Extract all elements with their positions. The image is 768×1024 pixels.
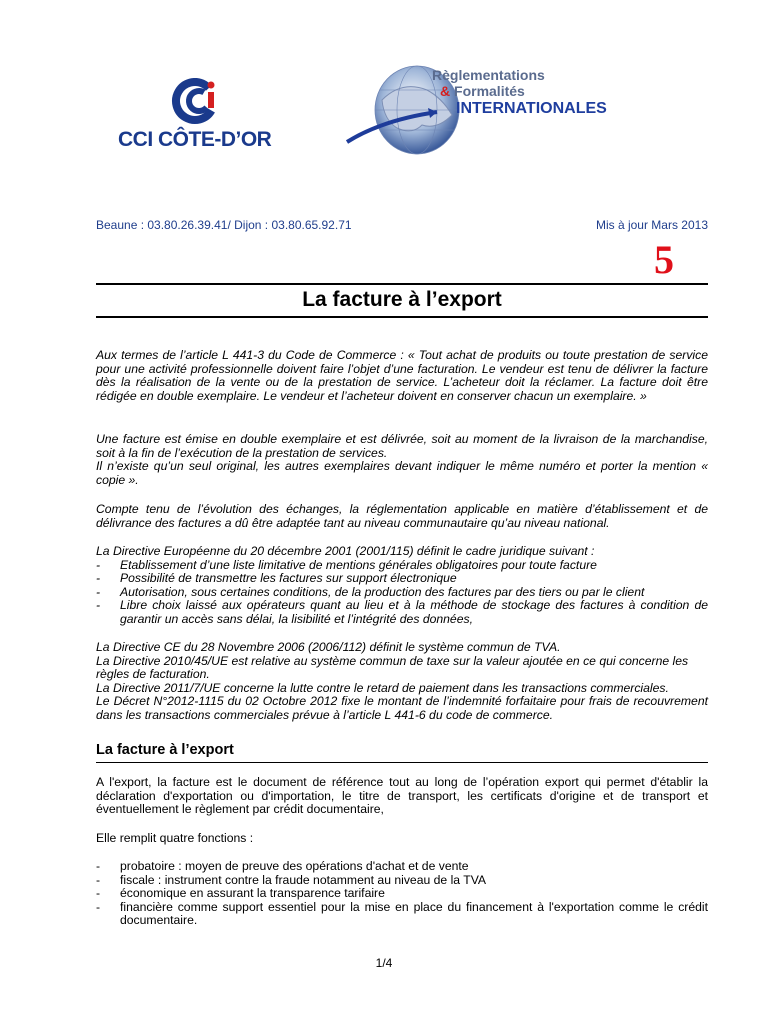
list-item-text: économique en assurant la transparence tarifaire — [120, 886, 385, 901]
intro-paragraph-2b: Il n’existe qu’un seul original, les autres exemplaires devant indiquer le même numéro et porter la mention « copie ». — [96, 459, 708, 487]
list-item: - Autorisation, sous certaines conditions, de la production des factures par des tiers ou par le client — [96, 584, 645, 599]
section-paragraph-2: Elle remplit quatre fonctions : — [96, 831, 254, 845]
section-paragraph-1: A l'export, la facture est le document de référence tout au long de l’opération export qui permet d'établir la déclaration d'exportation ou d'importation, le titre de transport, les certificats d'origine et de transport et éventuellement le règlement par crédit documentaire, — [96, 775, 708, 817]
list-item: - fiscale : instrument contre la fraude notamment au niveau de la TVA — [96, 872, 487, 887]
list-item-text: Etablissement d’une liste limitative de mentions générales obligatoires pour toute facture — [120, 557, 597, 572]
page-title: La facture à l’export — [302, 288, 502, 311]
cci-logo-text: CCI CÔTE-D’OR — [118, 128, 272, 151]
directive-2010: La Directive 2010/45/UE est relative au système commun de taxe sur la valeur ajoutée en ce qui concerne les règles de facturation. — [96, 653, 689, 682]
section-title: La facture à l’export — [96, 742, 234, 758]
cci-emblem-icon — [170, 78, 240, 128]
section-rule — [96, 762, 708, 763]
intro-paragraph-2 — [96, 433, 708, 487]
directive-2011: La Directive 2011/7/UE concerne la lutte contre le retard de paiement dans les transactions commerciales. — [96, 680, 669, 695]
directive-2001: La Directive Européenne du 20 décembre 2001 (2001/115) définit le cadre juridique suivant : — [96, 544, 595, 558]
list-item-text: Libre choix laissé aux opérateurs quant au lieu et à la méthode de stockage des factures à condition de garantir un accès sans délai, la lisibilité et l’intégrité des données, — [120, 598, 708, 626]
title-rule-bottom — [96, 316, 708, 318]
list-item: - Possibilité de transmettre les factures sur support électronique — [96, 571, 457, 586]
intro-paragraph-1: Aux termes de l’article L 441-3 du Code de Commerce : « Tout achat de produits ou toute prestation de service pour une activité professionnelle doivent faire l’objet d’une facturation. Le vendeur est tenu de délivrer la facture dès la réalisation de la vente ou de la prestation de service. L’acheteur doit la réclamer. La facture doit être rédigée en double exemplaire. Le vendeur et l’acheteur doivent en conserver chacun un exemplaire. » — [96, 348, 708, 403]
decret-2012: Le Décret N°2012-1115 du 02 Octobre 2012 fixe le montant de l’indemnité forfaitaire pour frais de recouvrement dans les transactions commerciales prévue à l’article L 441-6 du code de commerce. — [96, 694, 708, 722]
directive-2001-block — [96, 545, 708, 627]
rfi-logo-line3: INTERNATIONALES — [456, 100, 607, 117]
rfi-logo-line1: Règlementations — [432, 67, 545, 83]
list-item-text: financière comme support essentiel pour la mise en place du financement à l'exportation comme le crédit documentaire. — [120, 899, 708, 928]
update-date: Mis à jour Mars 2013 — [595, 218, 708, 232]
rfi-logo-line2-text: Formalités — [454, 83, 525, 99]
list-item: - probatoire : moyen de preuve des opérations d'achat et de vente — [96, 859, 469, 873]
title-rule-top — [96, 283, 708, 285]
list-item-text: Autorisation, sous certaines conditions, de la production des factures par des tiers ou par le client — [120, 584, 645, 599]
contact-phones: Beaune : 03.80.26.39.41/ Dijon : 03.80.65.92.71 — [96, 218, 352, 232]
directives-block — [96, 641, 708, 723]
list-item: - économique en assurant la transparence tarifaire — [96, 886, 385, 901]
document-number: 5 — [654, 237, 674, 282]
list-item: - Libre choix laissé aux opérateurs quant au lieu et à la méthode de stockage des factures à condition de garantir un accès sans délai, la lisibilité et l’intégrité des données, — [96, 598, 708, 626]
directive-2006: La Directive CE du 28 Novembre 2006 (2006/112) définit le système commun de TVA. — [96, 640, 561, 654]
list-item-text: probatoire : moyen de preuve des opérations d'achat et de vente — [120, 859, 469, 873]
functions-list — [96, 860, 708, 928]
list-item-text: Possibilité de transmettre les factures sur support électronique — [120, 571, 457, 586]
list-item: - Etablissement d’une liste limitative de mentions générales obligatoires pour toute facture — [96, 557, 597, 572]
page-number: 1/4 — [375, 956, 393, 970]
list-item-text: fiscale : instrument contre la fraude notamment au niveau de la TVA — [120, 872, 487, 887]
rfi-ampersand: & — [440, 83, 451, 99]
list-item: - financière comme support essentiel pour la mise en place du financement à l'exportation comme le crédit documentaire. — [96, 899, 708, 928]
rfi-logo-line2 — [440, 83, 525, 99]
intro-paragraph-2a: Une facture est émise en double exemplaire et est délivrée, soit au moment de la livraison de la marchandise, soit à la fin de l’exécution de la prestation de services. — [96, 432, 708, 460]
intro-paragraph-3: Compte tenu de l’évolution des échanges, la réglementation applicable en matière d’établissement et de délivrance des factures a dû être adaptée tant au niveau communautaire qu’au niveau national. — [96, 502, 708, 530]
